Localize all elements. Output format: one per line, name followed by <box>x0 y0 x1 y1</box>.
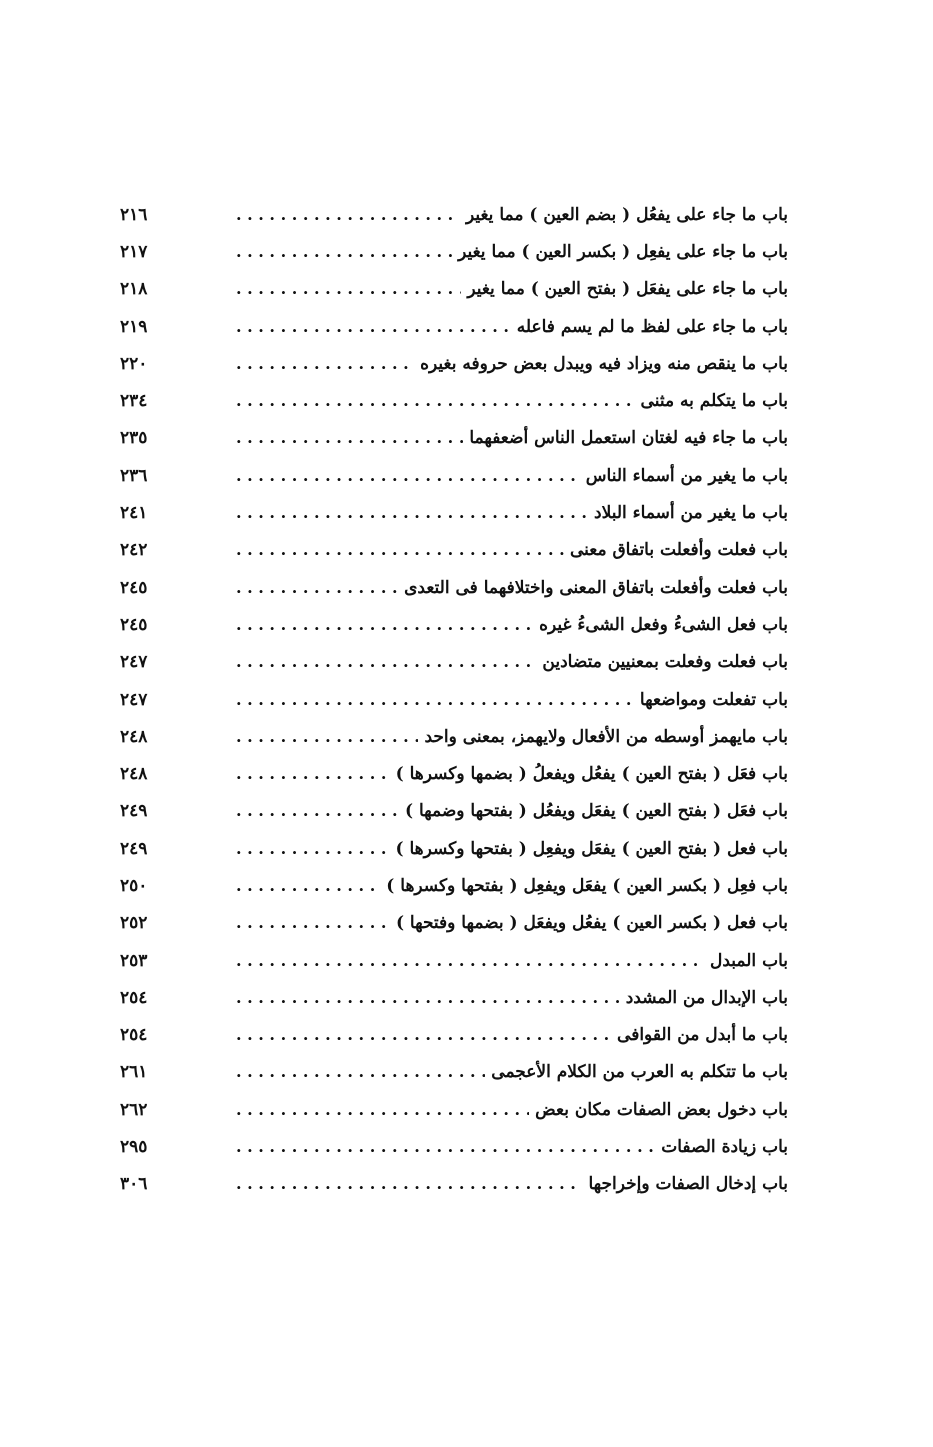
dot-leader <box>236 1025 611 1045</box>
toc-entry-page-number: ٢٥٠ <box>120 875 148 896</box>
toc-entry[interactable] <box>120 457 788 494</box>
toc-entry-title: باب فعلت وفعلت بمعنيين متضادين <box>542 652 788 673</box>
toc-entry[interactable] <box>120 345 788 382</box>
toc-entry-page-number: ٢٣٤ <box>120 391 148 412</box>
dot-leader <box>236 242 452 262</box>
toc-entry[interactable] <box>120 532 788 569</box>
toc-entry-page-number: ٢٥٤ <box>120 987 148 1008</box>
toc-entry-page-number: ٢٤٩ <box>120 838 148 859</box>
toc-entry-page-number: ٢١٩ <box>120 316 148 337</box>
toc-entry-page-number: ٢٥٣ <box>120 950 148 971</box>
dot-leader <box>236 1100 529 1120</box>
toc-entry-title: باب فعلت وأفعلت باتفاق معنى <box>569 540 788 561</box>
toc-entry[interactable] <box>120 830 788 867</box>
dot-leader <box>236 466 580 486</box>
toc-entry-page-number: ٢٥٢ <box>120 913 148 934</box>
toc-entry-title: باب إدخال الصفات وإخراجها <box>588 1174 788 1195</box>
toc-entry-title: باب ما أبدل من القوافى <box>617 1025 788 1046</box>
dot-leader <box>236 354 414 374</box>
toc-entry[interactable] <box>120 233 788 270</box>
toc-entry-title: باب تفعلت ومواضعها <box>639 689 788 710</box>
dot-leader <box>236 988 620 1008</box>
toc-entry-title: باب فعل ( بفتح العين ) يفعَل ويفعِل ( بفتحها وكسرها ) <box>395 838 788 859</box>
dot-leader <box>236 727 418 747</box>
dot-leader <box>236 801 399 821</box>
toc-entry-page-number: ٢٣٦ <box>120 465 148 486</box>
dot-leader <box>236 652 536 672</box>
toc-entry-page-number: ٢٢٠ <box>120 353 148 374</box>
dot-leader <box>236 205 460 225</box>
toc-entry-title: باب مايهمز أوسطه من الأفعال ولايهمز، بمعنى واحد <box>424 726 788 747</box>
toc-entry-title: باب الإبدال من المشدد <box>625 987 788 1008</box>
dot-leader <box>236 690 634 710</box>
toc-entry-page-number: ٢٤٨ <box>120 764 148 785</box>
dot-leader <box>236 1137 655 1157</box>
toc-entry[interactable] <box>120 1128 788 1165</box>
dot-leader <box>236 391 635 411</box>
toc-entry-page-number: ٢٥٤ <box>120 1025 148 1046</box>
toc-entry-page-number: ٢٤٧ <box>120 652 148 673</box>
toc-entry-title: باب فعَل ( بفتح العين ) يفعُل ويفعلُ ( بضمها وكسرها ) <box>395 764 788 785</box>
dot-leader <box>236 540 564 560</box>
toc-entry-title: باب ما جاء على يفعَل ( بفتح العين ) مما يغير <box>467 279 788 300</box>
dot-leader <box>236 951 704 971</box>
toc-entry-page-number: ٢٤٨ <box>120 726 148 747</box>
dot-leader <box>236 839 390 859</box>
toc-entry-page-number: ٢٤٩ <box>120 801 148 822</box>
dot-leader <box>236 615 533 635</box>
toc-entry[interactable] <box>120 755 788 792</box>
dot-leader <box>236 876 380 896</box>
toc-entry[interactable] <box>120 1166 788 1203</box>
toc-entry-title: باب ما جاء على يفعُل ( بضم العين ) مما يغير <box>465 204 788 225</box>
dot-leader <box>236 1174 582 1194</box>
toc-entry-page-number: ٢١٦ <box>120 204 148 225</box>
toc-entry-title: باب دخول بعض الصفات مكان بعض <box>535 1099 788 1120</box>
toc-entry-page-number: ٢٤٥ <box>120 614 148 635</box>
dot-leader <box>236 279 461 299</box>
toc-entry-title: باب زيادة الصفات <box>661 1137 788 1158</box>
toc-entry[interactable] <box>120 606 788 643</box>
toc-entry[interactable] <box>120 1017 788 1054</box>
toc-entry-title: باب فعَل ( بفتح العين ) يفعَل ويفعُل ( بفتحها وضمها ) <box>405 801 788 822</box>
toc-entry-title: باب فعل ( بكسر العين ) يفعُل ويفعَل ( بضمها وفتحها ) <box>395 913 788 934</box>
toc-entry[interactable] <box>120 905 788 942</box>
toc-entry[interactable] <box>120 308 788 345</box>
toc-entry[interactable] <box>120 793 788 830</box>
toc-entry[interactable] <box>120 644 788 681</box>
toc-entry-page-number: ٢١٧ <box>120 241 148 262</box>
toc-entry-title: باب ما جاء فيه لغتان استعمل الناس أضعفهما <box>469 428 788 449</box>
toc-entry-page-number: ٢١٨ <box>120 279 148 300</box>
toc-entry-page-number: ٢٤٧ <box>120 689 148 710</box>
dot-leader <box>236 317 511 337</box>
toc-entry[interactable] <box>120 420 788 457</box>
toc-entry-title: باب فعلت وأفعلت باتفاق المعنى واختلافهما فى التعدى <box>404 577 788 598</box>
toc-entry-title: باب ما جاء على يفعِل ( بكسر العين ) مما يغير <box>458 241 788 262</box>
toc-entry[interactable] <box>120 718 788 755</box>
toc-entry[interactable] <box>120 942 788 979</box>
toc-entry-title: باب المبدل <box>710 950 788 971</box>
dot-leader <box>236 764 390 784</box>
toc-entry-title: باب ما يتكلم به مثنى <box>640 391 788 412</box>
toc-entry-title: باب ما تتكلم به العرب من الكلام الأعجمى <box>491 1062 788 1083</box>
dot-leader <box>236 578 398 598</box>
toc-entry[interactable] <box>120 681 788 718</box>
toc-entry-page-number: ٣٠٦ <box>120 1174 148 1195</box>
toc-entry-page-number: ٢٩٥ <box>120 1137 148 1158</box>
toc-entry-title: باب ما ينقص منه ويزاد فيه ويبدل بعض حروفه بغيره <box>420 353 788 374</box>
dot-leader <box>236 1062 485 1082</box>
table-of-contents <box>120 196 788 1203</box>
toc-entry-page-number: ٢٣٥ <box>120 428 148 449</box>
dot-leader <box>236 428 463 448</box>
dot-leader <box>236 913 390 933</box>
toc-entry-page-number: ٢٤٢ <box>120 540 148 561</box>
toc-entry-page-number: ٢٤١ <box>120 503 148 524</box>
toc-entry-page-number: ٢٦١ <box>120 1062 148 1083</box>
toc-entry[interactable] <box>120 979 788 1016</box>
toc-entry-page-number: ٢٦٢ <box>120 1099 148 1120</box>
toc-entry-title: باب ما يغير من أسماء الناس <box>585 465 788 486</box>
toc-entry-title: باب فعل الشىءُ وفعل الشىءُ غيره <box>539 614 788 635</box>
toc-entry[interactable] <box>120 382 788 419</box>
toc-entry[interactable] <box>120 569 788 606</box>
toc-entry[interactable] <box>120 1054 788 1091</box>
toc-entry[interactable] <box>120 271 788 308</box>
toc-entry-title: باب ما جاء على لفظ ما لم يسم فاعله <box>516 316 788 337</box>
toc-entry[interactable] <box>120 867 788 904</box>
toc-entry-title: باب فعِل ( بكسر العين ) يفعَل ويفعِل ( بفتحها وكسرها ) <box>386 875 788 896</box>
toc-entry-title: باب ما يغير من أسماء البلاد <box>594 503 788 524</box>
toc-entry[interactable] <box>120 196 788 233</box>
dot-leader <box>236 503 588 523</box>
toc-entry[interactable] <box>120 1091 788 1128</box>
toc-entry-page-number: ٢٤٥ <box>120 577 148 598</box>
toc-entry[interactable] <box>120 494 788 531</box>
